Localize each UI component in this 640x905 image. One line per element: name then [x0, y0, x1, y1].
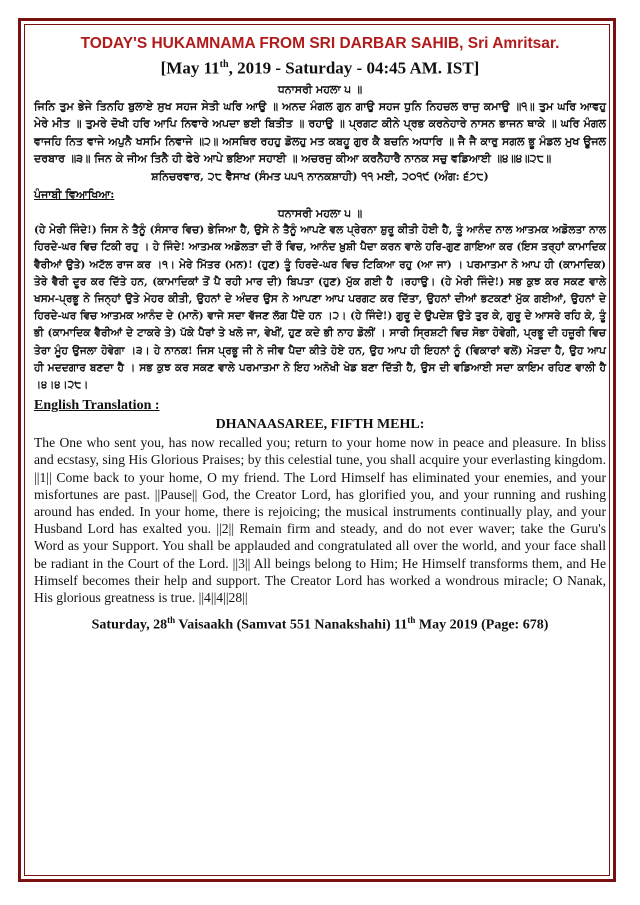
page-title [34, 34, 606, 53]
date-line [34, 54, 606, 79]
date-rest: , 2019 - Saturday - 04:45 AM. IST] [228, 58, 480, 78]
english-text: The One who sent you, has now recalled you; return to your home now in peace and pleasure. In bliss and ecstasy, sing His Glorious Praises; by this celestial tune, you shall acquire your everlasting kingdom. ||1|| Come back to your home, O my friend. The Lord Himself has eliminated your enemies, and your misfortunes are past. ||Pause|| God, the Creator Lord, has glorified you, and your running and rushing around has ended. In your home, there is rejoicing; the musical instruments continually play, and your Husband Lord has exalted you. ||2|| Remain firm and steady, and do not ever waver; take the Guru's Word as your Support. You shall be applauded and congratulated all over the world, and your face shall be radiant in the Court of the Lord. ||3|| All beings belong to Him; He Himself transforms them, and He Himself becomes their help and support. The Creator Lord has worked a wondrous miracle; O Nanak, His glorious greatness is true. ||4||4||28|| [34, 435, 606, 606]
vyakhya-label: ਪੰਜਾਬੀ ਵਿਆਖਿਆ: [34, 188, 115, 202]
footer-sup2: th [407, 615, 416, 626]
raag-heading: ਧਨਾਸਰੀ ਮਹਲਾ ੫ ॥ [277, 82, 363, 96]
vyakhya-text: (ਹੇ ਮੇਰੀ ਜਿੰਦੇ!) ਜਿਸ ਨੇ ਤੈਨੂੰ (ਸੰਸਾਰ ਵਿਚ) ਭੇਜਿਆ ਹੈ, ਉਸੇ ਨੇ ਤੈਨੂੰ ਆਪਣੇ ਵਲ ਪ੍ਰੇਰਨਾ ਸ਼ੁਰੂ ਕੀਤੀ ਹੋਈ ਹੈ, ਤੂੰ ਆਨੰਦ ਨਾਲ ਆਤਮਕ ਅਡੋਲਤਾ ਨਾਲ ਹਿਰਦੇ-ਘਰ ਵਿਚ ਟਿਕੀ ਰਹੁ । ਹੇ ਜਿੰਦੇ! ਆਤਮਕ ਅਡੋਲਤਾ ਦੀ ਰੌ ਵਿਚ, ਆਨੰਦ ਖ਼ੁਸ਼ੀ ਪੈਦਾ ਕਰਨ ਵਾਲੇ ਹਰਿ-ਗੁਣ ਗਾਇਆ ਕਰ (ਇਸ ਤਰ੍ਹਾਂ ਕਾਮਾਦਿਕ ਵੈਰੀਆਂ ਉਤੇ) ਅਟੱਲ ਰਾਜ ਕਰ ।੧। ਮੇਰੇ ਮਿੱਤਰ (ਮਨ)! (ਹੁਣ) ਤੂੰ ਹਿਰਦੇ-ਘਰ ਵਿਚ ਟਿਕਿਆ ਰਹੁ (ਆ ਜਾ) । ਪਰਮਾਤਮਾ ਨੇ ਆਪ ਹੀ (ਕਾਮਾਦਿਕ) ਤੇਰੇ ਵੈਰੀ ਦੂਰ ਕਰ ਦਿੱਤੇ ਹਨ, (ਕਾਮਾਦਿਕਾਂ ਤੋਂ ਪੈ ਰਹੀ ਮਾਰ ਦੀ) ਬਿਪਤਾ (ਹੁਣ) ਮੁੱਕ ਗਈ ਹੈ ।ਰਹਾਉ। (ਹੇ ਮੇਰੀ ਜਿੰਦੇ!) ਸਭ ਕੁਝ ਕਰ ਸਕਣ ਵਾਲੇ ਖਸਮ-ਪ੍ਰਭੂ ਨੇ ਜਿਨ੍ਹਾਂ ਉਤੇ ਮੇਹਰ ਕੀਤੀ, ਉਹਨਾਂ ਦੇ ਅੰਦਰ ਉਸ ਨੇ ਆਪਣਾ ਆਪ ਪਰਗਟ ਕਰ ਦਿੱਤਾ, ਉਹਨਾਂ ਦੀਆਂ ਭਟਕਣਾਂ ਮੁੱਕ ਗਈਆਂ, ਉਹਨਾਂ ਦੇ ਹਿਰਦੇ-ਘਰ ਵਿਚ ਆਤਮਕ ਆਨੰਦ ਦੇ (ਮਾਨੋ) ਵਾਜੇ ਸਦਾ ਵੱਜਣ ਲੱਗ ਪੈਂਦੇ ਹਨ ।੨। (ਹੇ ਜਿੰਦੇ!) ਗੁਰੂ ਦੇ ਉਪਦੇਸ਼ ਉਤੇ ਤੁਰ ਕੇ, ਗੁਰੂ ਦੇ ਆਸਰੇ ਰਹਿ ਕੇ, ਤੂੰ ਭੀ (ਕਾਮਾਦਿਕ ਵੈਰੀਆਂ ਦੇ ਟਾਕਰੇ ਤੇ) ਪੱਕੇ ਪੈਰਾਂ ਤੇ ਖਲੋ ਜਾ, ਵੇਖੀਂ, ਹੁਣ ਕਦੇ ਭੀ ਨਾਹ ਡੋਲੀਂ । ਸਾਰੀ ਸ੍ਰਿਸ਼ਟੀ ਵਿਚ ਸੋਭਾ ਹੋਵੇਗੀ, ਪ੍ਰਭੂ ਦੀ ਹਜ਼ੂਰੀ ਵਿਚ ਤੇਰਾ ਮੂੰਹ ਉਜਲਾ ਹੋਵੇਗਾ ।੩। ਹੇ ਨਾਨਕ! ਜਿਸ ਪ੍ਰਭੂ ਜੀ ਨੇ ਜੀਵ ਪੈਦਾ ਕੀਤੇ ਹੋਏ ਹਨ, ਉਹ ਆਪ ਹੀ ਇਹਨਾਂ ਨੂੰ (ਵਿਕਾਰਾਂ ਵਲੋਂ) ਮੋੜਦਾ ਹੈ, ਉਹ ਆਪ ਹੀ ਮਦਦਗਾਰ ਬਣਦਾ ਹੈ । ਸਭ ਕੁਝ ਕਰ ਸਕਣ ਵਾਲੇ ਪਰਮਾਤਮਾ ਨੇ ਇਹ ਅਨੋਖੀ ਖੇਡ ਬਣਾ ਦਿੱਤੀ ਹੈ, ਉਸ ਦੀ ਵਡਿਆਈ ਸਦਾ ਕਾਇਮ ਰਹਿਣ ਵਾਲੀ ਹੈ ।੪।੪।੨੮। [34, 224, 606, 391]
footer-date [34, 611, 606, 635]
shabad-text: ਜਿਨਿ ਤੁਮ ਭੇਜੇ ਤਿਨਹਿ ਬੁਲਾਏ ਸੁਖ ਸਹਜ ਸੇਤੀ ਘਰਿ ਆਉ ॥ ਅਨਦ ਮੰਗਲ ਗੁਨ ਗਾਉ ਸਹਜ ਧੁਨਿ ਨਿਹਚਲ ਰਾਜੁ ਕਮਾਉ ॥੧॥ ਤੁਮ ਘਰਿ ਆਵਹੁ ਮੇਰੇ ਮੀਤ ॥ ਤੁਮਰੇ ਦੋਖੀ ਹਰਿ ਆਪਿ ਨਿਵਾਰੇ ਅਪਦਾ ਭਈ ਬਿਤੀਤ ॥ ਰਹਾਉ ॥ ਪ੍ਰਗਟ ਕੀਨੇ ਪ੍ਰਭ ਕਰਨੇਹਾਰੇ ਨਾਸਨ ਭਾਜਨ ਥਾਕੇ ॥ ਘਰਿ ਮੰਗਲ ਵਾਜਹਿ ਨਿਤ ਵਾਜੇ ਅਪੁਨੈ ਖਸਮਿ ਨਿਵਾਜੇ ॥੨॥ ਅਸਥਿਰ ਰਹਹੁ ਡੋਲਹੁ ਮਤ ਕਬਹੂ ਗੁਰ ਕੈ ਬਚਨਿ ਅਧਾਰਿ ॥ ਜੈ ਜੈ ਕਾਰੁ ਸਗਲ ਭੂ ਮੰਡਲ ਮੁਖ ਊਜਲ ਦਰਬਾਰ ॥੩॥ ਜਿਨ ਕੇ ਜੀਅ ਤਿਨੈ ਹੀ ਫੇਰੇ ਆਪੇ ਭਇਆ ਸਹਾਈ ॥ ਅਚਰਜੁ ਕੀਆ ਕਰਨੈਹਾਰੈ ਨਾਨਕ ਸਚੁ ਵਡਿਆਈ ॥੪॥੪॥੨੮॥ [34, 99, 606, 166]
hukamnama-page [34, 34, 606, 635]
date-sup: th [219, 59, 229, 70]
footer-part1: Saturday, 28 [91, 617, 168, 633]
footer-part3: May 2019 (Page: 678) [415, 617, 549, 633]
page-title-place: Sri Amritsar. [467, 35, 560, 52]
vyakhya-raag-heading: ਧਨਾਸਰੀ ਮਹਲਾ ੫ ॥ [277, 207, 363, 221]
footer-part2: Vaisaakh (Samvat 551 Nanakshahi) 11 [175, 617, 408, 633]
english-label: English Translation : [34, 398, 160, 414]
date-open: [May 11 [160, 58, 220, 78]
punjabi-date: ਸ਼ਨਿਚਰਵਾਰ, ੨੮ ਵੈਸਾਖ (ਸੰਮਤ ੫੫੧ ਨਾਨਕਸ਼ਾਹੀ) ੧੧ ਮਈ, ੨੦੧੯ (ਅੰਗ: ੬੭੮) [151, 169, 489, 183]
page-title-main: TODAY'S HUKAMNAMA FROM SRI DARBAR SAHIB, [80, 35, 468, 52]
footer-sup1: th [167, 615, 176, 626]
english-heading: DHANAASAREE, FIFTH MEHL: [215, 417, 425, 433]
